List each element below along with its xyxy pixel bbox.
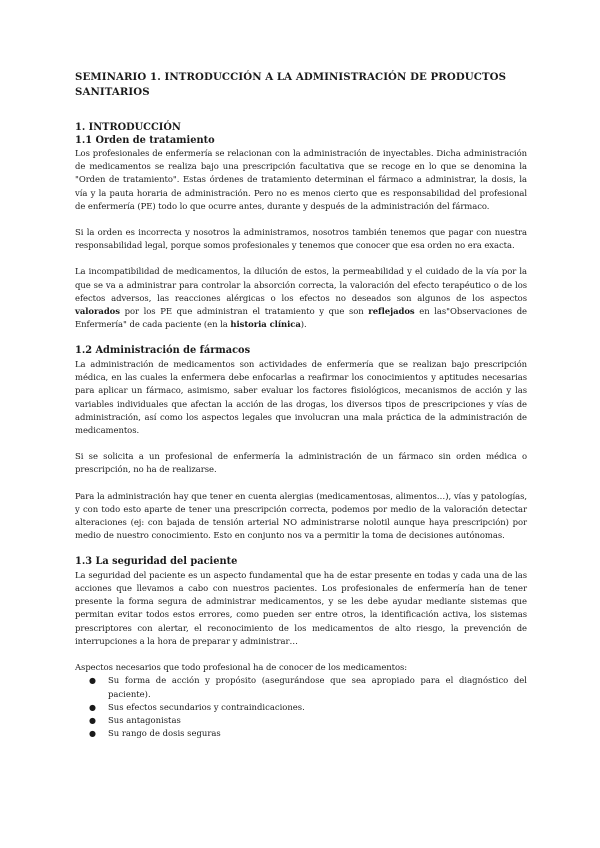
document-content <box>75 70 527 740</box>
list-item-text: Sus efectos secundarios y contraindicaciones. <box>108 701 305 712</box>
bullet-icon: ● <box>89 729 96 739</box>
bold-text: historia clínica <box>230 319 301 330</box>
list-item <box>75 727 527 740</box>
list-item-text: Su forma de acción y propósito (asegurándose que sea apropiado para el diagnóstico del paciente). <box>108 675 527 699</box>
list-item <box>75 674 527 700</box>
subsection-heading-administracion-farmacos: 1.2 Administración de fármacos <box>75 345 251 357</box>
text-run: por los PE que administran el tratamiento y que son <box>119 306 369 317</box>
aspects-list <box>75 674 527 740</box>
document-title: SEMINARIO 1. INTRODUCCIÓN A LA ADMINISTRACIÓN DE PRODUCTOS SANITARIOS <box>75 71 507 98</box>
paragraph <box>75 265 527 331</box>
text-run: en las"Observaciones de Enfermería" de cada paciente (en la <box>75 306 527 330</box>
paragraph: Los profesionales de enfermería se relacionan con la administración de inyectables. Dicha administración de medicamentos se realiza bajo una prescripción facultativa que se recoge en lo que se denomina la "Orden de tratamiento". Estas órdenes de tratamiento determinan el fármaco a administrar, la dosis, la vía y la pauta horaria de administración. Pero no es menos cierto que es responsabilidad del profesional de enfermería (PE) todo lo que ocurre antes, durante y después de la administración del fármaco. <box>75 148 527 211</box>
bold-text: reflejados <box>368 306 415 317</box>
bullet-icon: ● <box>89 702 96 712</box>
bullet-icon: ● <box>89 676 96 686</box>
list-item <box>75 701 527 714</box>
paragraph: Aspectos necesarios que todo profesional ha de conocer de los medicamentos: <box>75 662 408 673</box>
paragraph: Para la administración hay que tener en cuenta alergias (medicamentosas, alimentos…), vías y patologías, y con todo esto aparte de tener una prescripción correcta, podemos por medio de la valoración detectar alteraciones (ej: con bajada de tensión arterial NO administrarse nolotil aunque haya prescripción) por medio de nuestro conocimiento. Esto en conjunto nos va a permitir la toma de decisiones autónomas. <box>75 490 527 541</box>
subsection-heading-seguridad-paciente: 1.3 La seguridad del paciente <box>75 556 238 568</box>
list-item-text: Sus antagonistas <box>108 714 181 725</box>
bold-text: valorados <box>75 306 120 317</box>
paragraph: La seguridad del paciente es un aspecto fundamental que ha de estar presente en todas y cada una de las acciones que llevamos a cabo con nuestros pacientes. Los profesionales de enfermería han de tener presente la forma segura de administrar medicamentos, y se les debe ayudar mediante sistemas que permitan evitar todos estos errores, como pueden ser entre otros, la identificación activa, los sistemas prescriptores con alertar, el reconocimiento de los medicamentos de alto riesgo, la prevención de interrupciones a la hora de preparar y administrar… <box>75 569 527 646</box>
bullet-icon: ● <box>89 715 96 725</box>
list-item <box>75 714 527 727</box>
paragraph: Si la orden es incorrecta y nosotros la administramos, nosotros también tenemos que pagar con nuestra responsabilidad legal, porque somos profesionales y tenemos que conocer que esa orden no era exacta. <box>75 227 527 251</box>
section-heading-introduccion: 1. INTRODUCCIÓN <box>75 122 181 133</box>
paragraph: La administración de medicamentos son actividades de enfermería que se realizan bajo prescripción médica, en las cuales la enfermera debe enfocarlas a reafirmar los conocimientos y aptitudes necesarias para aplicar un fármaco, asimismo, saber evaluar los factores fisiológicos, mecanismos de acción y las variables individuales que afectan la acción de las drogas, los diversos tipos de prescripciones y vías de administración, así como los aspectos legales que involucran una mala práctica de la administración de medicamentos. <box>75 358 527 435</box>
subsection-heading-orden-tratamiento: 1.1 Orden de tratamiento <box>75 134 215 146</box>
text-run: ). <box>300 319 307 330</box>
paragraph: Si se solicita a un profesional de enfermería la administración de un fármaco sin orden médica o prescripción, no ha de realizarse. <box>75 451 527 475</box>
list-item-text: Su rango de dosis seguras <box>108 728 221 739</box>
text-run: La incompatibilidad de medicamentos, la dilución de estos, la permeabilidad y el cuidado de la vía por la que se va a administrar para controlar la absorción correcta, la valoración del efecto terapéutico o de los efectos adversos, las reacciones alérgicas o los efectos no deseados son algunos de los aspectos <box>75 266 527 303</box>
